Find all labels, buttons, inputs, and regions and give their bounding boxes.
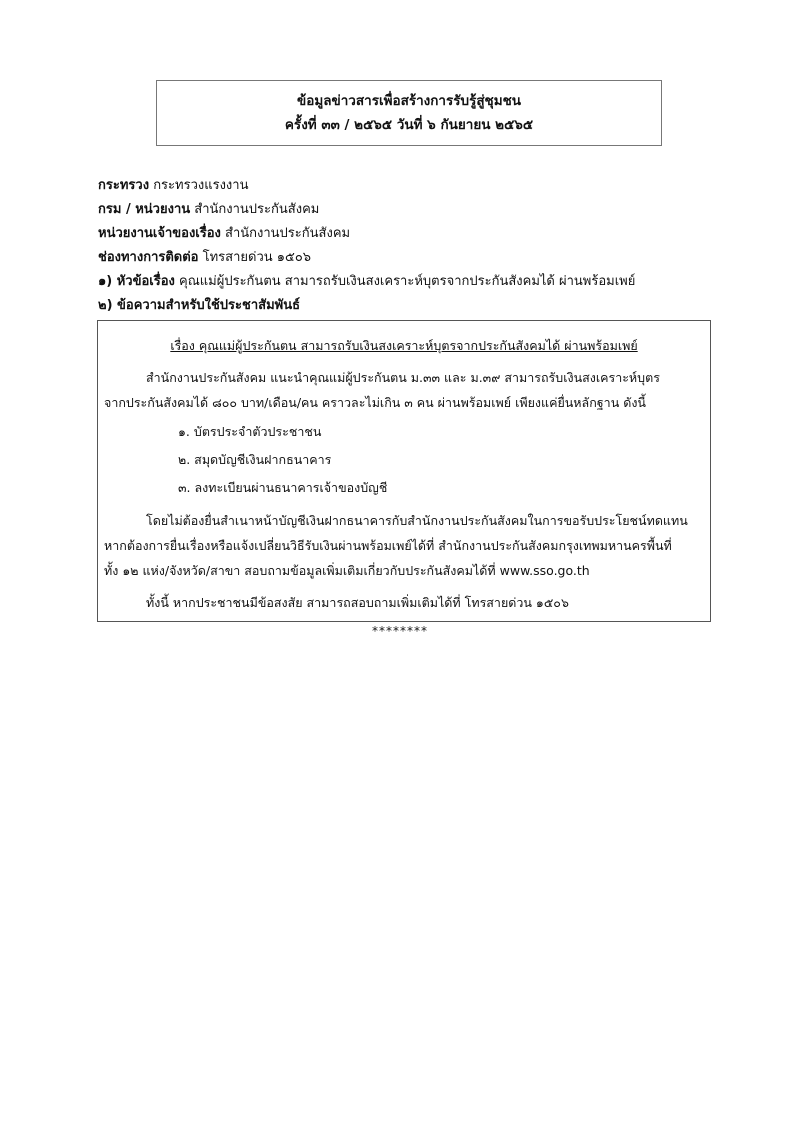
department-label: กรม / หน่วยงาน xyxy=(98,202,191,217)
para2-line1: โดยไม่ต้องยื่นสำเนาหน้าบัญชีเงินฝากธนาคารกับสำนักงานประกันสังคมในการขอรับประโยชน์ทดแทน xyxy=(146,513,688,528)
list-item: ๓. ลงทะเบียนผ่านธนาคารเจ้าของบัญชี xyxy=(178,480,388,495)
contact-value: โทรสายด่วน ๑๕๐๖ xyxy=(202,250,312,265)
owner-row xyxy=(98,222,635,246)
list-item: ๑. บัตรประจำตัวประชาชน xyxy=(178,424,322,439)
header-title: ข้อมูลข่าวสารเพื่อสร้างการรับรู้สู่ชุมชน xyxy=(296,93,522,109)
pr-subject: เรื่อง คุณแม่ผู้ประกันตน สามารถรับเงินสงเคราะห์บุตรจากประกันสังคมได้ ผ่านพร้อมเพย์ xyxy=(170,338,638,353)
para3: ทั้งนี้ หากประชาชนมีข้อสงสัย สามารถสอบถามเพิ่มเติมได้ที่ โทรสายด่วน ๑๕๐๖ xyxy=(146,595,569,610)
para1-line2: จากประกันสังคมได้ ๘๐๐ บาท/เดือน/คน คราวละไม่เกิน ๓ คน ผ่านพร้อมเพย์ เพียงแค่ยื่นหลักฐาน ดังนี้ xyxy=(104,395,646,410)
para2-line3: ทั้ง ๑๒ แห่ง/จังหวัด/สาขา สอบถามข้อมูลเพิ่มเติมเกี่ยวกับประกันสังคมได้ที่ www.sso.go.th xyxy=(104,563,590,578)
ministry-label: กระทรวง xyxy=(98,178,150,193)
department-value: สำนักงานประกันสังคม xyxy=(194,202,320,217)
department-row xyxy=(98,198,635,222)
pr-label: ๒) ข้อความสำหรับใช้ประชาสัมพันธ์ xyxy=(98,298,301,313)
topic-label: ๑) หัวข้อเรื่อง xyxy=(98,274,175,289)
contact-label: ช่องทางการติดต่อ xyxy=(98,250,199,265)
header-issue-date: ครั้งที่ ๓๓ / ๒๕๖๕ วันที่ ๖ กันยายน ๒๕๖๕ xyxy=(284,117,534,133)
para2-line2: หากต้องการยื่นเรื่องหรือแจ้งเปลี่ยนวิธีรับเงินผ่านพร้อมเพย์ได้ที่ สำนักงานประกันสังคมกรุงเทพมหานครพื้นที่ xyxy=(104,538,672,553)
ministry-value: กระทรวงแรงงาน xyxy=(153,178,249,193)
contact-row xyxy=(98,246,635,270)
ministry-row xyxy=(98,174,635,198)
list-item: ๒. สมุดบัญชีเงินฝากธนาคาร xyxy=(178,452,332,467)
meta-section xyxy=(98,174,635,318)
pr-message-box xyxy=(97,320,711,622)
end-mark: ******** xyxy=(372,624,428,638)
pr-row xyxy=(98,294,635,318)
topic-value: คุณแม่ผู้ประกันตน สามารถรับเงินสงเคราะห์บุตรจากประกันสังคมได้ ผ่านพร้อมเพย์ xyxy=(179,274,636,289)
owner-label: หน่วยงานเจ้าของเรื่อง xyxy=(98,226,221,241)
para1-line1: สำนักงานประกันสังคม แนะนำคุณแม่ผู้ประกันตน ม.๓๓ และ ม.๓๙ สามารถรับเงินสงเคราะห์บุตร xyxy=(146,370,660,385)
topic-row xyxy=(98,270,635,294)
owner-value: สำนักงานประกันสังคม xyxy=(225,226,351,241)
header-box xyxy=(156,80,662,146)
